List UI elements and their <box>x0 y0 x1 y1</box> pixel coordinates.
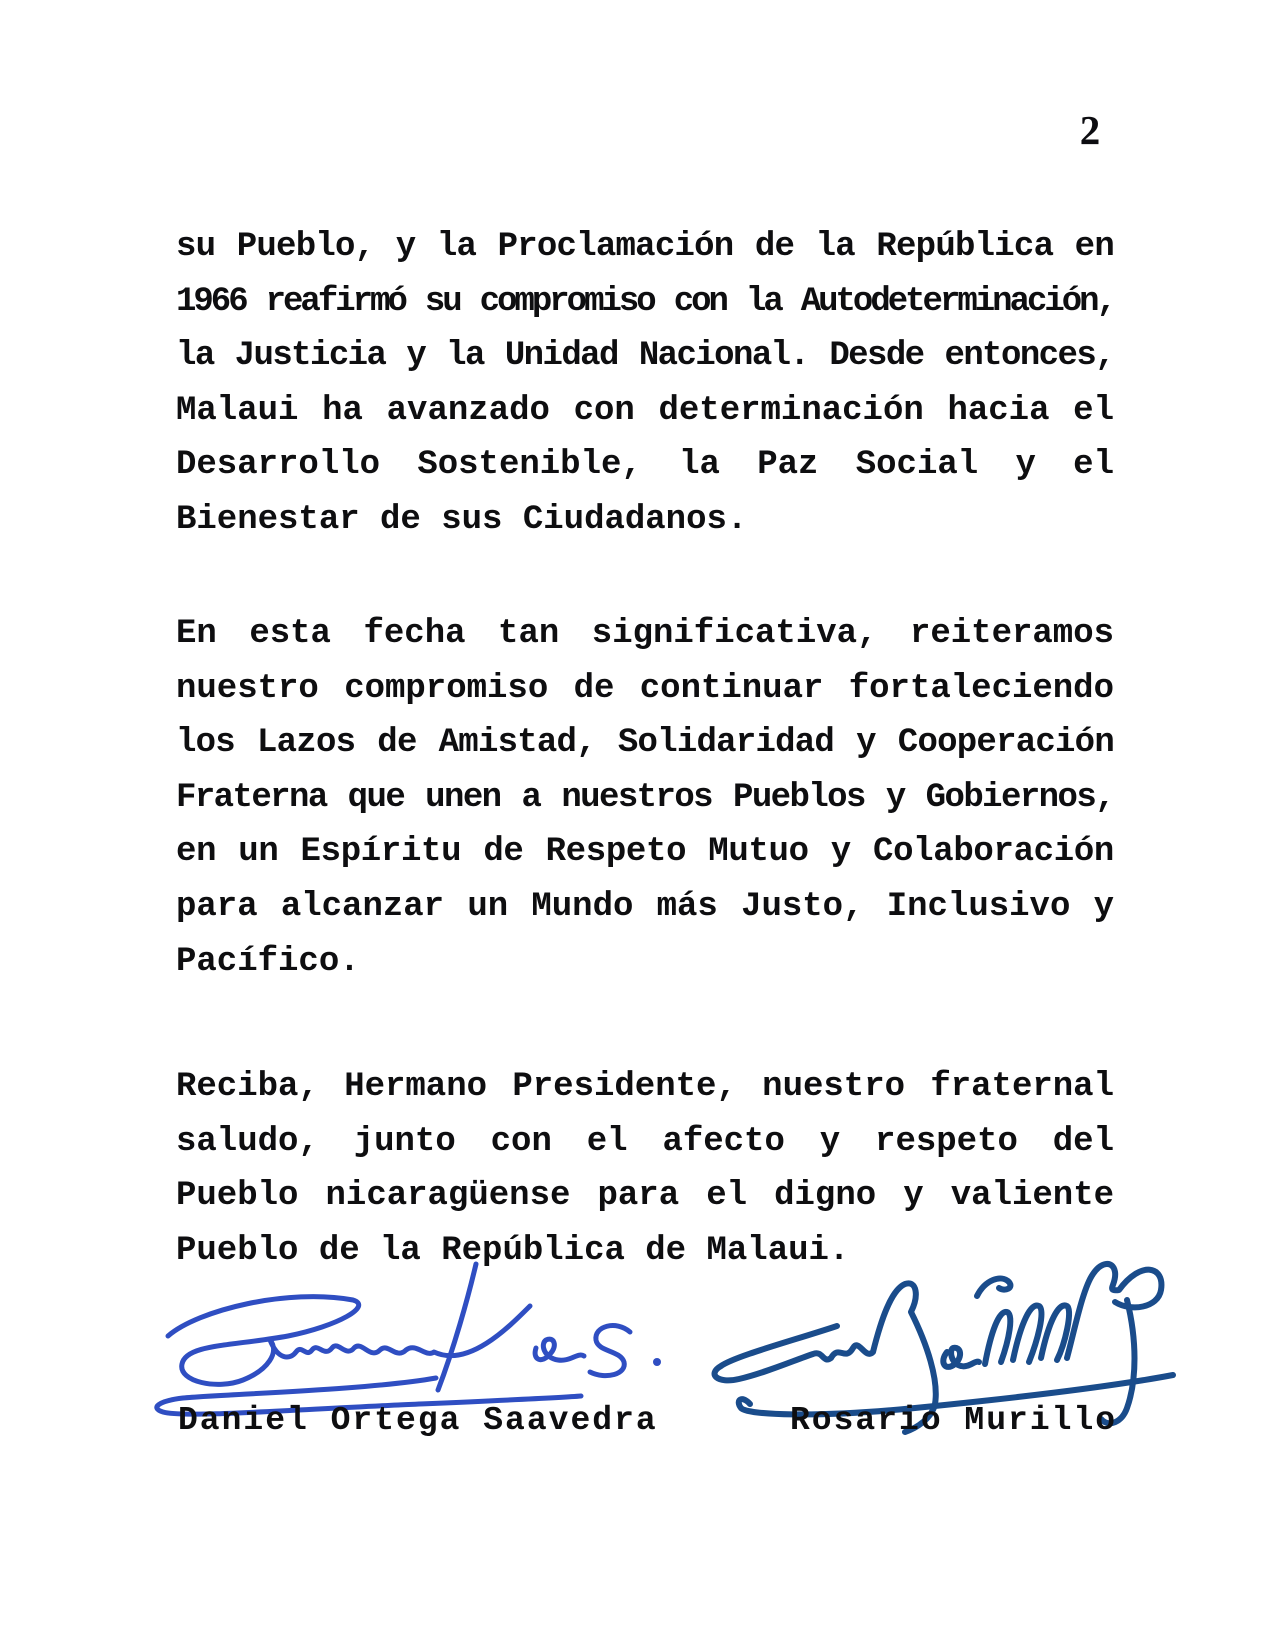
body-line: Malaui ha avanzado con determinación hacia el <box>176 391 1114 430</box>
paragraph-2 <box>176 607 1114 989</box>
body-line: su Pueblo, y la Proclamación de la República en <box>176 228 1114 266</box>
page-number: 2 <box>1079 107 1101 153</box>
body-line: Fraterna que unen a nuestros Pueblos y Gobiernos, <box>176 778 1114 817</box>
body-line: Reciba, Hermano Presidente, nuestro fraternal <box>176 1068 1114 1106</box>
body-line: 1966 reafirmó su compromiso con la Autodeterminación, <box>176 282 1114 321</box>
body-line: la Justicia y la Unidad Nacional. Desde entonces, <box>176 337 1114 376</box>
handwritten-signature-ortega-icon <box>138 1248 668 1428</box>
paragraph-3 <box>176 1060 1114 1278</box>
body-line: Desarrollo Sostenible, la Paz Social y el <box>176 446 1114 485</box>
paragraph-1 <box>176 220 1114 548</box>
signature-period-dot <box>653 1358 661 1366</box>
body-line: en un Espíritu de Respeto Mutuo y Colaboración <box>176 833 1114 872</box>
body-line: Bienestar de sus Ciudadanos. <box>176 500 748 539</box>
body-line: Pacífico. <box>176 942 360 981</box>
signatory-name-daniel-ortega: Daniel Ortega Saavedra <box>178 1402 658 1439</box>
body-line: En esta fecha tan significativa, reiteramos <box>176 615 1114 653</box>
body-line: para alcanzar un Mundo más Justo, Inclusivo y <box>176 887 1114 926</box>
body-line: nuestro compromiso de continuar fortaleciendo <box>176 669 1114 708</box>
signature-daniel-ortega <box>138 1248 668 1428</box>
body-line: Pueblo nicaragüense para el digno y valiente <box>176 1177 1114 1216</box>
body-line: Pueblo de la República de Malaui. <box>176 1231 850 1270</box>
signatory-name-rosario-murillo: Rosario Murillo <box>790 1402 1118 1439</box>
body-line: los Lazos de Amistad, Solidaridad y Cooperación <box>176 724 1114 763</box>
body-line: saludo, junto con el afecto y respeto del <box>176 1122 1114 1161</box>
